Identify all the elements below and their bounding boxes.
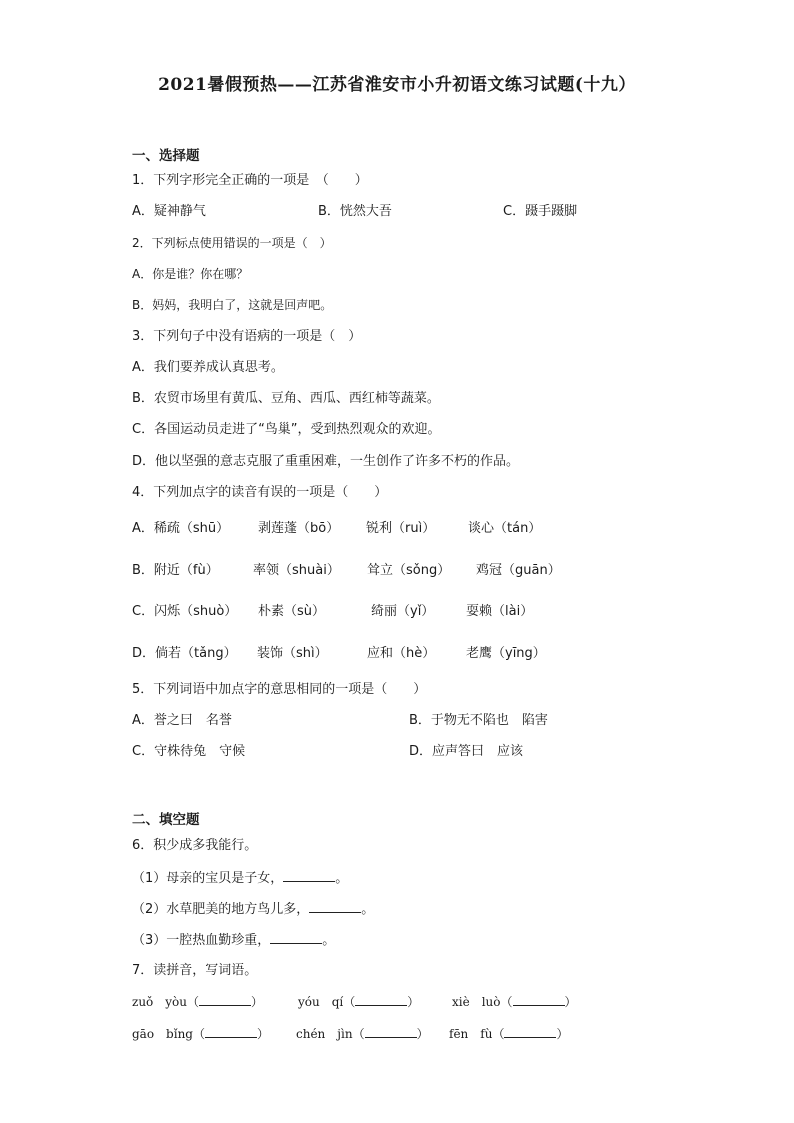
question-6-stem: 6．积少成多我能行。 [132, 838, 258, 853]
question-3-option-b: B．农贸市场里有黄瓜、豆角、西瓜、西红柿等蔬菜。 [132, 391, 440, 406]
question-1-option-a: A．疑神静气 [132, 204, 206, 219]
period: 。 [335, 871, 349, 886]
question-6-line-3-text: （3）一腔热血勤珍重， [132, 933, 271, 948]
question-6-line-2-text: （2）水草肥美的地方鸟儿多， [132, 902, 310, 917]
question-4-stem: 4．下列加点字的读音有误的一项是（ ） [132, 485, 388, 500]
question-4-option-c-3: 绮丽（yǐ） [371, 604, 435, 619]
question-5-stem: 5．下列词语中加点字的意思相同的一项是（ ） [132, 682, 427, 697]
question-4-option-c-1: C．闪烁（shuò） [132, 604, 238, 619]
question-5-option-c: C．守株待兔 守候 [132, 744, 246, 759]
question-1-option-c: C．蹑手蹑脚 [503, 204, 578, 219]
question-4-option-c-2: 朴素（sù） [258, 604, 326, 619]
open-paren: （ [343, 995, 356, 1009]
close-paren: ） [407, 995, 420, 1009]
answer-blank[interactable] [199, 993, 251, 1006]
question-3-option-d: D．他以坚强的意志克服了重重困难，一生创作了许多不朽的作品。 [132, 454, 520, 469]
question-3-option-c: C．各国运动员走进了“鸟巢”，受到热烈观众的欢迎。 [132, 422, 441, 437]
open-paren: （ [352, 1027, 365, 1041]
question-6-line-1 [132, 869, 348, 888]
question-4-option-b-2: 率领（shuài） [253, 563, 340, 578]
question-2-option-a: A．你是谁？你在哪？ [132, 267, 249, 281]
question-4-option-c-4: 耍赖（lài） [466, 604, 534, 619]
pinyin-text: chén jìn [296, 1027, 353, 1041]
answer-blank[interactable] [205, 1025, 257, 1038]
period: 。 [361, 902, 375, 917]
question-5-option-b: B．于物无不陷也 陷害 [409, 713, 548, 728]
section-heading-fill: 二、填空题 [132, 812, 200, 828]
pinyin-item [296, 1025, 429, 1043]
pinyin-item [132, 993, 263, 1011]
pinyin-text: gāo bǐng [132, 1027, 193, 1041]
question-5-option-d: D．应声答曰 应该 [409, 744, 524, 759]
close-paren: ） [251, 995, 264, 1009]
open-paren: （ [492, 1027, 505, 1041]
pinyin-text: xiè luò [452, 995, 501, 1009]
close-paren: ） [257, 1027, 270, 1041]
answer-blank[interactable] [283, 869, 335, 882]
question-6-line-3 [132, 931, 335, 950]
pinyin-text: yóu qí [298, 995, 344, 1009]
pinyin-item [452, 993, 577, 1011]
question-3-option-a: A．我们要养成认真思考。 [132, 360, 284, 375]
pinyin-text: fēn fù [449, 1027, 493, 1041]
close-paren: ） [416, 1027, 429, 1041]
question-7-stem: 7．读拼音，写词语。 [132, 963, 258, 978]
question-4-option-d-2: 装饰（shì） [257, 646, 328, 661]
question-6-line-2 [132, 900, 374, 919]
pinyin-text: zuǒ yòu [132, 995, 188, 1009]
open-paren: （ [500, 995, 513, 1009]
answer-blank[interactable] [355, 993, 407, 1006]
question-1-option-b: B．恍然大吾 [318, 204, 392, 219]
question-3-stem: 3．下列句子中没有语病的一项是（ ） [132, 329, 362, 344]
question-4-option-b-4: 鸡冠（guān） [476, 563, 561, 578]
question-5-option-a: A．誉之曰 名誉 [132, 713, 232, 728]
question-4-option-d-3: 应和（hè） [367, 646, 436, 661]
question-4-option-a-4: 谈心（tán） [468, 521, 542, 536]
question-4-option-d-4: 老鹰（yīng） [466, 646, 546, 661]
answer-blank[interactable] [504, 1025, 556, 1038]
question-4-option-a-2: 剥莲蓬（bō） [258, 521, 340, 536]
question-2-option-b: B．妈妈，我明白了，这就是回声吧。 [132, 298, 333, 312]
question-4-option-a-1: A．稀疏（shū） [132, 521, 230, 536]
question-4-option-b-1: B．附近（fù） [132, 563, 219, 578]
question-6-line-1-text: （1）母亲的宝贝是子女， [132, 871, 284, 886]
close-paren: ） [564, 995, 577, 1009]
pinyin-item [298, 993, 419, 1011]
question-4-option-a-3: 锐利（ruì） [366, 521, 436, 536]
pinyin-item [449, 1025, 568, 1043]
period: 。 [322, 933, 336, 948]
open-paren: （ [193, 1027, 206, 1041]
pinyin-item [132, 1025, 269, 1043]
answer-blank[interactable] [309, 900, 361, 913]
page-title: 2021暑假预热——江苏省淮安市小升初语文练习试题(十九） [158, 75, 636, 95]
close-paren: ） [556, 1027, 569, 1041]
question-2-stem: 2．下列标点使用错误的一项是（ ） [132, 236, 332, 250]
answer-blank[interactable] [270, 931, 322, 944]
question-4-option-b-3: 耸立（sǒng） [367, 563, 451, 578]
question-4-option-d-1: D．倘若（tǎng） [132, 646, 237, 661]
open-paren: （ [187, 995, 200, 1009]
question-1-stem: 1．下列字形完全正确的一项是 （ ） [132, 173, 368, 188]
answer-blank[interactable] [365, 1025, 417, 1038]
section-heading-choice: 一、选择题 [132, 148, 200, 164]
answer-blank[interactable] [513, 993, 565, 1006]
